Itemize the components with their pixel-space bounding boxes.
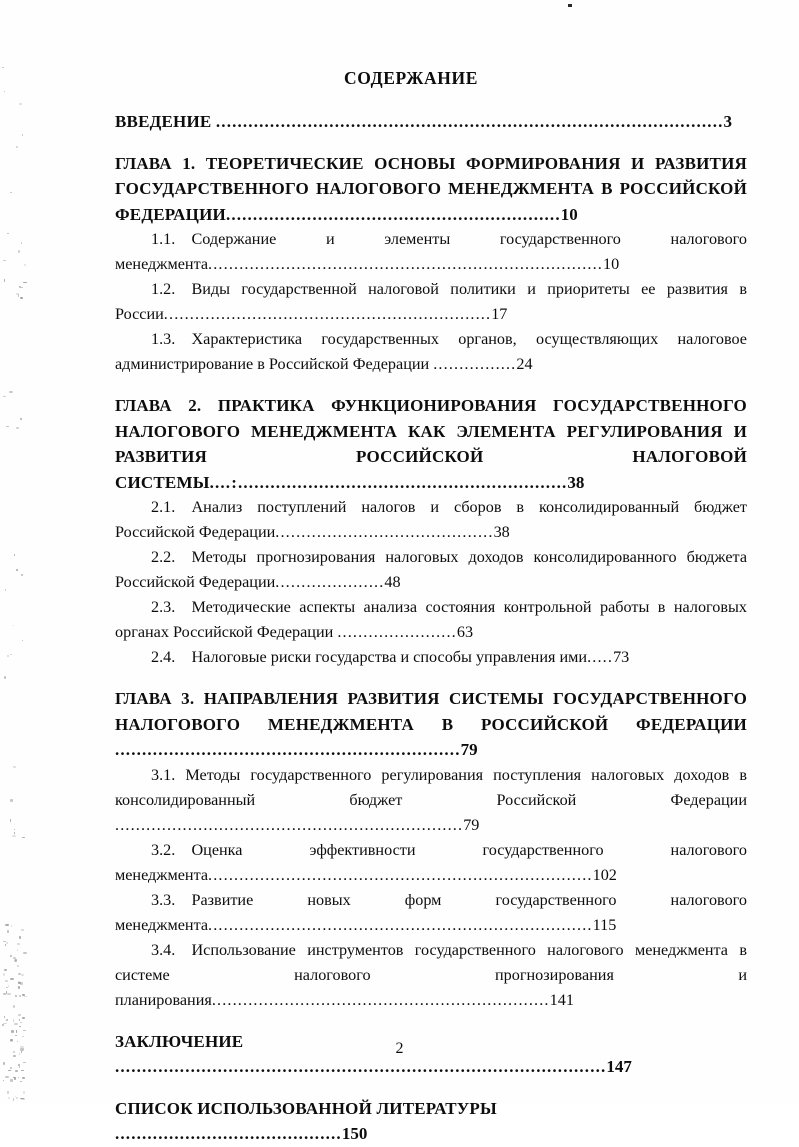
toc-leader-dots: ................................................................ (115, 740, 461, 759)
toc-entry-title: 2.1. Анализ поступлений налогов и сборов в консолидированный бюджет Российской Федерации (115, 498, 752, 541)
toc-leader-dots: ................................................................... (115, 815, 464, 834)
toc-leader-dots: ....:............................................................. (209, 472, 568, 492)
toc-entry[interactable] (115, 495, 752, 545)
toc-page-number: 79 (460, 740, 478, 759)
toc-entry-title: ГЛАВА 2. ПРАКТИКА ФУНКЦИОНИРОВАНИЯ ГОСУДАРСТВЕННОГО НАЛОГОВОГО МЕНЕДЖМЕНТА КАК ЭЛЕМЕНТА РЕГУЛИРОВАНИЯ И РАЗВИТИЯ РОССИЙСКОЙ НАЛОГОВОЙ СИСТЕМЫ (115, 396, 752, 492)
toc-entry[interactable] (115, 151, 752, 228)
table-of-contents (115, 109, 752, 1147)
toc-page-number: 73 (613, 648, 630, 666)
toc-entry-title: ГЛАВА 3. НАПРАВЛЕНИЯ РАЗВИТИЯ СИСТЕМЫ ГОСУДАРСТВЕННОГО НАЛОГОВОГО МЕНЕДЖМЕНТА В РОССИЙСКОЙ ФЕДЕРАЦИИ (115, 689, 752, 734)
toc-entry[interactable] (115, 645, 747, 670)
toc-entry-tail (433, 355, 532, 373)
toc-leader-dots: .......................................... (275, 523, 494, 541)
toc-page-number: 3 (723, 112, 732, 131)
toc-content (115, 0, 752, 1147)
toc-entry[interactable] (115, 227, 752, 277)
toc-page-number: 102 (592, 865, 617, 884)
toc-entry-title: 3.2. Оценка эффективности государственного налогового менеджмента (115, 840, 752, 884)
toc-leader-dots: ................................................................. (211, 990, 550, 1009)
toc-entry-title: 3.3. Развитие новых форм государственного налогового менеджмента (115, 890, 752, 934)
toc-entry-title: 3.1. Методы государственного регулирования поступления налоговых доходов в консолидированный бюджет Российской Федерации (115, 765, 752, 809)
toc-page-number: 24 (516, 355, 533, 373)
scan-artifacts-left-margin (0, 0, 34, 1104)
toc-leader-dots: ........................................................................................... (115, 1057, 607, 1076)
spacer (115, 1013, 747, 1029)
toc-entry-tail (208, 866, 617, 884)
toc-entry-tail (226, 205, 578, 224)
toc-entry[interactable] (115, 888, 752, 938)
toc-leader-dots: ............................................................... (163, 305, 492, 323)
toc-entry[interactable] (115, 938, 752, 1013)
toc-page-number: 38 (493, 523, 510, 541)
toc-entry-title: 2.2. Методы прогнозирования налоговых доходов консолидированного бюджета Российской Федерации (115, 548, 752, 591)
toc-entry[interactable] (115, 838, 752, 888)
toc-entry[interactable] (115, 595, 752, 645)
toc-page-number: 48 (384, 573, 401, 591)
toc-page-number: 38 (567, 472, 585, 492)
toc-leader-dots: .......................................... (115, 1124, 342, 1143)
toc-page-number: 10 (560, 204, 578, 224)
toc-entry-tail (115, 740, 478, 759)
toc-entry-tail (210, 473, 585, 492)
toc-page-number: 10 (603, 255, 620, 273)
toc-entry-title: ЗАКЛЮЧЕНИЕ (115, 1031, 248, 1051)
toc-entry-title: 2.4. Налоговые риски государства и способы управления ими (151, 648, 588, 666)
toc-leader-dots: .............................................................. (225, 204, 561, 224)
spacer (115, 670, 747, 686)
toc-entry-tail (115, 816, 479, 834)
toc-entry[interactable] (115, 763, 752, 838)
toc-leader-dots: ..... (587, 648, 614, 666)
toc-page-number: 115 (592, 915, 617, 934)
toc-entry-tail (337, 623, 473, 641)
toc-entry-tail (208, 255, 619, 273)
toc-entry[interactable] (115, 686, 752, 763)
spacer (115, 377, 747, 393)
toc-entry[interactable] (115, 545, 752, 595)
toc-page-number: 79 (463, 815, 480, 834)
toc-entry-title: 1.3. Характеристика государственных органов, осуществляющих налоговое администрирование в Российской Федерации (115, 330, 752, 373)
toc-entry-title: ГЛАВА 1. ТЕОРЕТИЧЕСКИЕ ОСНОВЫ ФОРМИРОВАНИЯ И РАЗВИТИЯ ГОСУДАРСТВЕННОГО НАЛОГОВОГО МЕНЕДЖМЕНТА В РОССИЙСКОЙ ФЕДЕРАЦИИ (115, 153, 752, 224)
toc-entry-tail (587, 648, 629, 666)
toc-leader-dots: ................ (433, 355, 517, 373)
spacer (115, 1080, 747, 1096)
toc-entry-tail (216, 112, 732, 131)
page-number-folio: 2 (395, 1040, 404, 1057)
toc-leader-dots: .............................................................................................. (215, 112, 724, 131)
toc-leader-dots: ..................... (275, 573, 385, 591)
toc-page-number: 150 (341, 1124, 368, 1143)
toc-page-number: 17 (491, 305, 508, 323)
toc-leader-dots: ............................................................................ (208, 255, 603, 273)
toc-entry[interactable] (115, 109, 747, 135)
toc-entry-title: 3.4. Использование инструментов государственного налогового менеджмента в системе налогового прогнозирования и планирования (115, 940, 752, 1009)
toc-entry-tail (275, 523, 509, 541)
toc-entry[interactable] (115, 327, 752, 377)
toc-entry-title: ВВЕДЕНИЕ (115, 112, 216, 131)
toc-entry-tail (212, 991, 574, 1009)
toc-entry[interactable] (115, 277, 752, 327)
toc-entry-title: 1.1. Содержание и элементы государственного налогового менеджмента (115, 230, 752, 273)
toc-entry-tail (164, 305, 508, 323)
spacer (115, 135, 747, 151)
toc-page-number: 147 (606, 1057, 632, 1076)
toc-entry-title: 2.3. Методические аспекты анализа состояния контрольной работы в налоговых органах Российской Федерации (115, 598, 752, 641)
toc-page-number: 63 (456, 623, 474, 641)
page-title: СОДЕРЖАНИЕ (343, 68, 478, 88)
toc-entry-tail (115, 1057, 632, 1076)
toc-entry[interactable] (115, 1096, 747, 1147)
toc-entry-tail (275, 573, 400, 591)
toc-leader-dots: ....................... (337, 623, 457, 641)
toc-entry-tail (115, 1124, 367, 1143)
toc-entry-tail (208, 916, 616, 934)
toc-entry-title: 1.2. Виды государственной налоговой политики и приоритеты ее развития в России (115, 280, 752, 323)
toc-entry[interactable] (115, 393, 752, 495)
toc-leader-dots: .......................................................................... (208, 865, 593, 884)
toc-entry-title: СПИСОК ИСПОЛЬЗОВАННОЙ ЛИТЕРАТУРЫ (115, 1098, 502, 1118)
toc-page-number: 141 (549, 990, 574, 1009)
toc-leader-dots: .......................................................................... (208, 915, 593, 934)
